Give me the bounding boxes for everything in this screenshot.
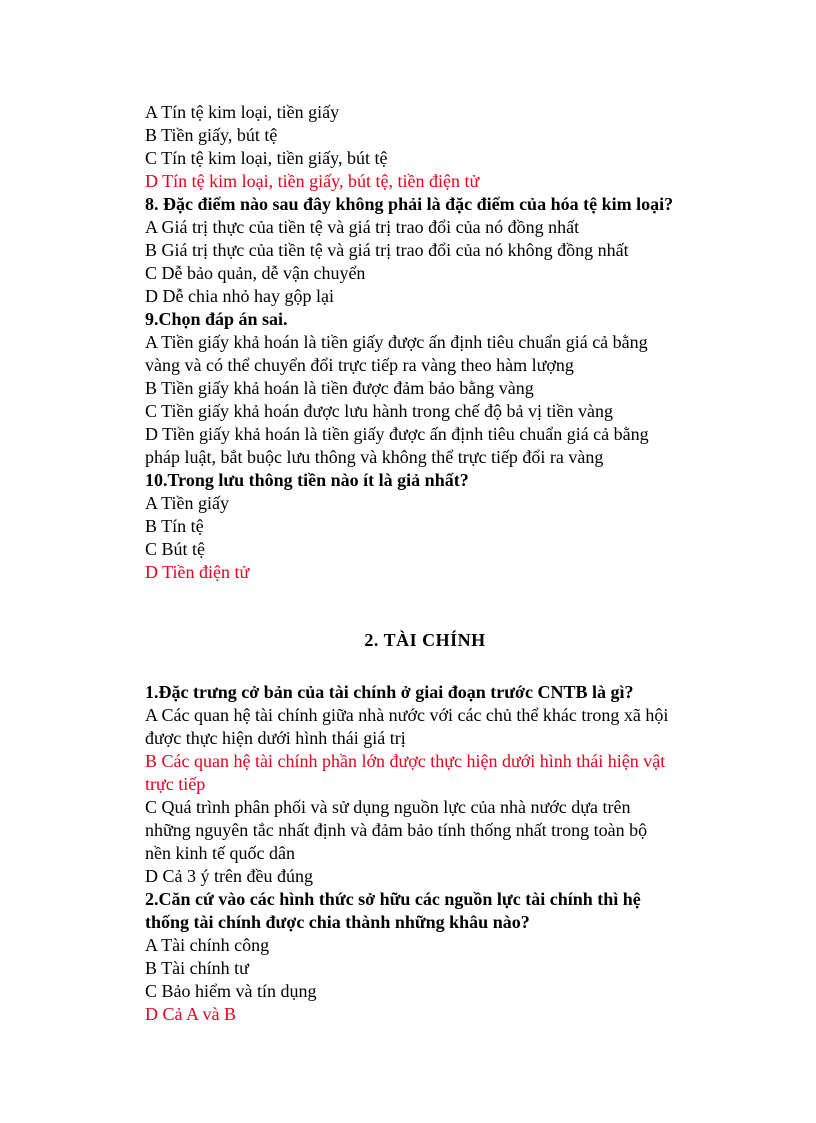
answer-option: A Các quan hệ tài chính giữa nhà nước với các chủ thể khác trong xã hội: [145, 705, 669, 725]
spacer: [145, 652, 705, 681]
section-heading: 2. TÀI CHÍNH: [364, 630, 486, 650]
spacer: [145, 584, 705, 629]
answer-option: A Tín tệ kim loại, tiền giấy: [145, 102, 340, 122]
answer-option: C Quá trình phân phối và sử dụng nguồn lực của nhà nước dựa trên: [145, 797, 631, 817]
answer-option: D Dễ chia nhỏ hay gộp lại: [145, 286, 334, 306]
answer-option: B Giá trị thực của tiền tệ và giá trị trao đổi của nó không đồng nhất: [145, 240, 629, 260]
answer-option: vàng và có thể chuyển đổi trực tiếp ra vàng theo hàm lượng: [145, 355, 574, 375]
answer-option: A Tiền giấy khả hoán là tiền giấy được ấn định tiêu chuẩn giá cả bằng: [145, 332, 648, 352]
answer-option: D Cả 3 ý trên đều đúng: [145, 866, 313, 886]
answer-option: pháp luật, bắt buộc lưu thông và không thể trực tiếp đổi ra vàng: [145, 447, 604, 467]
answer-option: B Tiền giấy khả hoán là tiền được đảm bảo bằng vàng: [145, 378, 534, 398]
answer-option: A Giá trị thực của tiền tệ và giá trị trao đổi của nó đồng nhất: [145, 217, 580, 237]
question-block-top: [145, 101, 705, 584]
answer-option: được thực hiện dưới hình thái giá trị: [145, 728, 406, 748]
question-block-bottom: [145, 681, 705, 1026]
answer-option: C Dễ bảo quản, dễ vận chuyển: [145, 263, 366, 283]
question-text: thống tài chính được chia thành những khâu nào?: [145, 912, 530, 932]
answer-option: A Tài chính công: [145, 935, 270, 955]
question-text: 8. Đặc điểm nào sau đây không phải là đặc điểm của hóa tệ kim loại?: [145, 194, 674, 214]
answer-option: C Tiền giấy khả hoán được lưu hành trong chế độ bả vị tiền vàng: [145, 401, 613, 421]
correct-answer-option: D Cả A và B: [145, 1004, 237, 1024]
document-page: [145, 101, 705, 1026]
answer-option: B Tín tệ: [145, 516, 204, 536]
answer-option: C Bút tệ: [145, 539, 206, 559]
answer-option: những nguyên tắc nhất định và đảm bảo tính thống nhất trong toàn bộ: [145, 820, 648, 840]
answer-option: B Tiền giấy, bút tệ: [145, 125, 278, 145]
correct-answer-option: trực tiếp: [145, 774, 206, 794]
correct-answer-option: B Các quan hệ tài chính phần lớn được thực hiện dưới hình thái hiện vật: [145, 751, 666, 771]
correct-answer-option: D Tín tệ kim loại, tiền giấy, bút tệ, tiền điện tử: [145, 171, 480, 191]
question-text: 1.Đặc trưng cở bản của tài chính ở giai đoạn trước CNTB là gì?: [145, 682, 634, 702]
question-text: 2.Căn cứ vào các hình thức sở hữu các nguồn lực tài chính thì hệ: [145, 889, 641, 909]
correct-answer-option: D Tiền điện tử: [145, 562, 250, 582]
answer-option: C Tín tệ kim loại, tiền giấy, bút tệ: [145, 148, 388, 168]
answer-option: nền kinh tế quốc dân: [145, 843, 295, 863]
answer-option: C Bảo hiểm và tín dụng: [145, 981, 317, 1001]
answer-option: B Tài chính tư: [145, 958, 249, 978]
answer-option: A Tiền giấy: [145, 493, 230, 513]
answer-option: D Tiền giấy khả hoán là tiền giấy được ấn định tiêu chuẩn giá cả bằng: [145, 424, 649, 444]
question-text: 10.Trong lưu thông tiền nào ít là giả nhất?: [145, 470, 469, 490]
question-text: 9.Chọn đáp án sai.: [145, 309, 288, 329]
